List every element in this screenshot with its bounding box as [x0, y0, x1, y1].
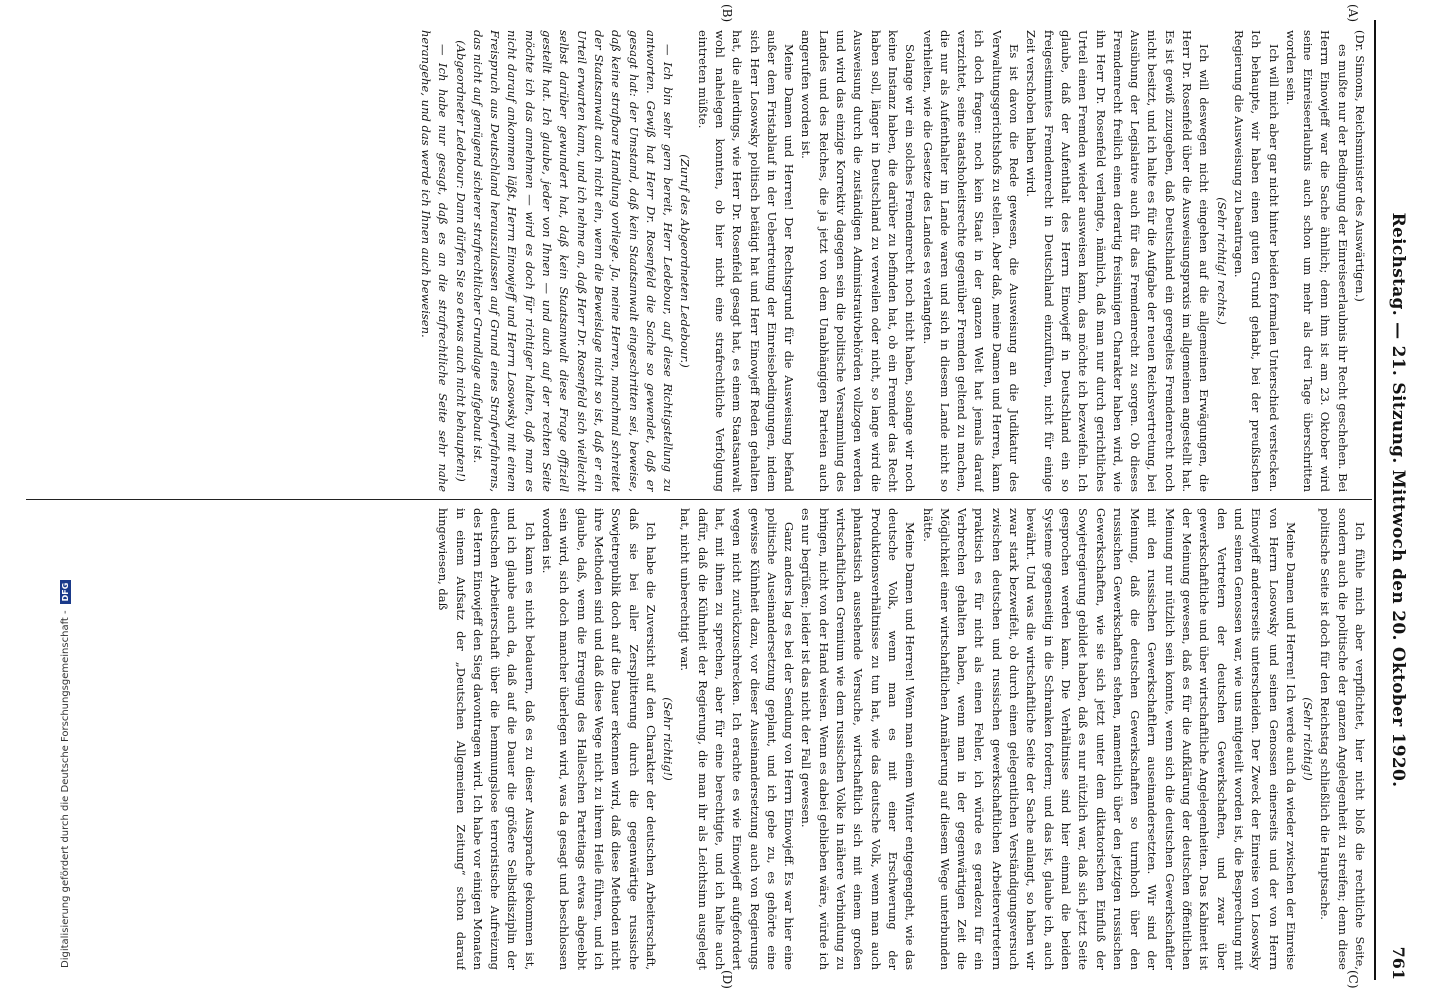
- margin-mark-c: (C): [1346, 970, 1360, 989]
- paragraph: Meine Damen und Herren! Der Rechtsgrund für die Ausweisung befand außer dem Fristablauf in der Uebertretung der Einreisebedingungen, indem sich Herr Losowsky politisch betätigt hat und Herr Einowjeff Reden gehalten hat, die allerdings, wie Herr Dr. Rosenfeld gesagt hat, es einem Staatsanwalt wohl nahelegen konnten, ob hier nicht eine strafrechtliche Verfolgung eintreten müßte.: [695, 30, 797, 492]
- paragraph: Ich habe die Zuversicht auf den Charakter der deutschen Arbeiterschaft, daß sie bei aller Zersplitterung durch die gegenwärtige russische Sowjetrepublik doch auf die Dauer erkennen wird, daß diese Methoden nicht ihre Methoden sind und daß diese Wege nicht zu ihrem Heile führen, und ich glaube, daß, wenn die Erregung des Halleschen Parteitags etwas abgeebbt sein wird, sich doch mancher überlegen wird, was da gesagt und beschlossen worden ist.: [540, 508, 658, 970]
- header-rule: [1374, 20, 1376, 980]
- speaker-line: (Dr. Simons, Reichsminister des Auswärtigen.): [1353, 30, 1367, 302]
- credit-text: Digitalisierung gefördert durch die Deutsche Forschungsgemeinschaft -: [60, 610, 71, 968]
- interjection-note: (Sehr richtig!): [1301, 697, 1316, 781]
- paragraph: — Ich bin sehr gern bereit, Herr Ledebour, auf diese Richtigstellung zu antworten. Gewiß hat Herr Dr. Rosenfeld die Sache so gewendet, daß er gesagt hat: der Umstand, daß kein Staatsanwalt eingeschritten sei, beweise, daß keine strafbare Handlung vorliege. Ja, meine Herren, manchmal schreitet der Staatsanwalt auch nicht ein, wenn die Beweislage nicht so ist, daß er ein Urteil erwarten kann, und ich nehme an, daß Herr Dr. Rosenfeld sich vielleicht selbst darüber gewundert hat, daß kein Staatsanwalt diese Frage offiziell gestellt hat. Ich glaube, jeder von Ihnen — und auch auf der rechten Seite möchte ich das annehmen — wird es doch für richtiger halten, daß man es nicht darauf ankommen läßt, Herrn Einowjeff und Herrn Losowsky mit einem Freispruch aus Deutschland herauszulassen auf Grund eines Strafverfahrens, das nicht auf genügend sicherer strafrechtlicher Grundlage aufgebaut ist.: [470, 30, 676, 492]
- paragraph: Meine Damen und Herren! Wenn man einem Winter entgegengeht, wie das deutsche Volk, wenn man es mit einer Erschwerung der Produktionsverhältnisse zu tun hat, wie das deutsche Volk, wenn man auch phantastisch aussehende Versuche, wirtschaftlich sich mit einem großen wirtschaftlichen Gremium wie dem russischen Volke in nähere Verbindung zu bringen, nicht von der Hand weisen. Wenn es dabei geblieben wäre, würde ich es nur begrüßen; leider ist das nicht der Fall gewesen.: [799, 508, 918, 970]
- paragraph: Ich fühle mich aber verpflichtet, hier nicht bloß die rechtliche Seite, sondern auch die politische der ganzen Angelegenheit zu streifen; denn diese politische Seite ist doch für den Reichstag schließlich die Hauptsache.: [1318, 508, 1367, 970]
- paragraph: Es ist davon die Rede gewesen, die Ausweisung an die Judikatur des Verwaltungsgerichtshofs zu stellen. Aber daß, meine Damen und Herren, kann ich doch fragen: noch kein Staat in der ganzen Welt hat jemals darauf verzichtet, seine staatshoheitsrechte gegenüber Fremden geltend zu machen, die nur als Aufenthalter im Lande waren und sich in diesem Lande nicht so verhielten, wie die Gesetze des Landes es verlangten.: [920, 30, 1022, 492]
- paragraph: Ich will mich aber gar nicht hinter beiden formalen Unterschied verstecken. Ich behaupte, wir haben einen guten Grund gehabt, bei der preußischen Regierung die Ausweisung zu beantragen.: [1231, 30, 1281, 492]
- digitization-credit: [60, 0, 74, 968]
- page-number: 761: [1389, 946, 1408, 980]
- interjection-note: (Abgeordneter Ledebour: Dann dürfen Sie so etwas auch nicht behaupten!): [453, 40, 468, 482]
- paragraph: es mußte nur der Bedingung der Einreiseerlaubnis ihr Recht geschehen. Bei Herrn Einowjeff war die Sache ähnlich; denn ihm ist am 23. Oktober wird seine Einreiseerlaubnis auch schon um mehr als drei Tage überschritten worden sein.: [1283, 30, 1350, 492]
- dfg-logo: DFG: [60, 580, 71, 605]
- paragraph: Ich kann es nicht bedauern, daß es zu dieser Aussprache gekommen ist, und ich glaube auch da, daß auf die Dauer die größere Selbstdisziplin der deutschen Arbeiterschaft über die hemmungslose terroristische Aufreizung des Herrn Einowjeff den Sieg davontragen wird. Ich habe vor einigen Monaten in einem Aufsatz der „Deutschen Allgemeinen Zeitung“ schon darauf hingewiesen, daß: [436, 508, 537, 970]
- margin-mark-a: (A): [1346, 4, 1360, 23]
- margin-mark-d: (D): [720, 970, 734, 989]
- margin-mark-b: (B): [720, 4, 734, 23]
- paragraph: Ganz anders lag es bei der Sendung von Herrn Einowjeff. Es war hier eine politische Auseinandersetzung geplant, und ich gebe zu, es gehörte eine gewisse Kühnheit dazu, vor dieser Auseinandersetzung auch von Regierungs wegen nicht zurückzuschrecken. Ich erachte es wie Einowjeff aufgefordert hat, mit ihnen zu sprechen, aber für eine berechtigte, und ich halte auch dafür, daß die Kühnheit der Regierung, die man ihr als Leichtsinn ausgelegt hat, nicht unberechtigt war.: [678, 508, 797, 970]
- paragraph: Meine Damen und Herren! Ich werde auch da wieder zwischen der Einreise von Herrn Losowsky und seinen Genossen einerseits und der von Herrn Einowjeff andererseits unterscheiden. Der Zweck der Einreise von Losowsky und seinen Genossen war, wie uns mitgeteilt worden ist, die Besprechung mit den Vertretern der deutschen Gewerkschaften, und zwar über gewerkschaftliche und über wirtschaftliche Angelegenheiten. Das Kabinett ist der Meinung gewesen, daß es für die Aufklärung der deutschen öffentlichen Meinung nur nützlich sein konnte, wenn sich die deutschen Gewerkschaftler mit den russischen Gewerkschaftlern auseinandersetzten. Wir sind der Meinung, daß die deutschen Gewerkschaften so turmhoch über den russischen Gewerkschaften stehen, namentlich über den jetzigen russischen Gewerkschaften, wie sie sich jetzt unter dem diktatorischen Einfluß der Sowjetregierung gebildet haben, daß es nur nützlich war, daß sich jetzt Seite gesprochen werden kann. Die Verhältnisse sind hier einmal die beiden Systeme gegenseitig in die Schranken fordern; und das ist, glaube ich, auch bewährt. Und was die wirtschaftliche Seite der Sache anlangt, so haben wir zwar stark bezweifelt, ob durch einen gelegentlichen Verständigungsversuch zwischen deutschen und russischen gewerkschaftlichen Arbeitervertretern praktisch es für nicht als einen Fehler, ich würde es geradezu für ein Verbrechen gehalten haben, wenn man in der gegenwärtigen Zeit die Möglichkeit einer wirtschaftlichen Annäherung auf diesem Wege unterbunden hätte.: [920, 508, 1298, 970]
- right-column: [28, 508, 1368, 970]
- page-header: [1378, 20, 1412, 980]
- page-header-title: Reichstag. — 21. Sitzung. Mittwoch den 20. Oktober 1920.: [1388, 212, 1408, 788]
- interjection-note: (Sehr richtig!): [661, 697, 676, 781]
- interjection-note: (Zuruf des Abgeordneten Ledebour.): [678, 154, 693, 368]
- paragraph: — Ich habe nur gesagt, daß es an die strafrechtliche Seite sehr nahe herangehe, und das werde ich Ihnen auch beweisen.: [418, 30, 451, 492]
- paragraph: Ich will deswegen nicht eingehen auf die allgemeinen Erwägungen, die Herr Dr. Rosenfeld über die Ausweisungspraxis im allgemeinen angestellt hat. Es ist gewiß zuzugeben, daß Deutschland ein geregeltes Fremdenrecht noch nicht besitzt, und ich halte es für die Aufgabe der neuen Reichsvertretung, bei Ausübung der Legislative auch für das Fremdenrecht zu sorgen. Ob dieses Fremdenrecht freilich einen derartig freisinnigen Charakter haben wird, wie ihn Herr Dr. Rosenfeld verlangte, nämlich, daß man nur durch gerichtliches Urteil einen Fremden wieder ausweisen kann, das möchte ich bezweifeln. Ich glaube, daß der Aufenthalt des Herrn Einowjeff in Deutschland ein so freigestimmtes Fremdenrecht in Deutschland einzuführen, nicht für einige Zeit verschoben haben wird.: [1024, 30, 1212, 492]
- column-divider: [26, 499, 1372, 500]
- paragraph: Solange wir ein solches Fremdenrecht noch nicht haben, solange wir noch keine Instanz haben, die darüber zu befinden hat, ob ein Fremder das Recht haben soll, länger in Deutschland zu verweilen oder nicht, so lange wird die Ausweisung durch die zuständigen Administrativbehörden vollzogen werden und wird das einzige Korrektiv dagegen sein die politische Versammlung des Landes und des Reiches, die ja jetzt von dem Unabhängigen Parteien auch angerufen worden ist.: [799, 30, 918, 492]
- interjection-note: (Sehr richtig! rechts.): [1214, 197, 1229, 325]
- left-column: [28, 30, 1368, 492]
